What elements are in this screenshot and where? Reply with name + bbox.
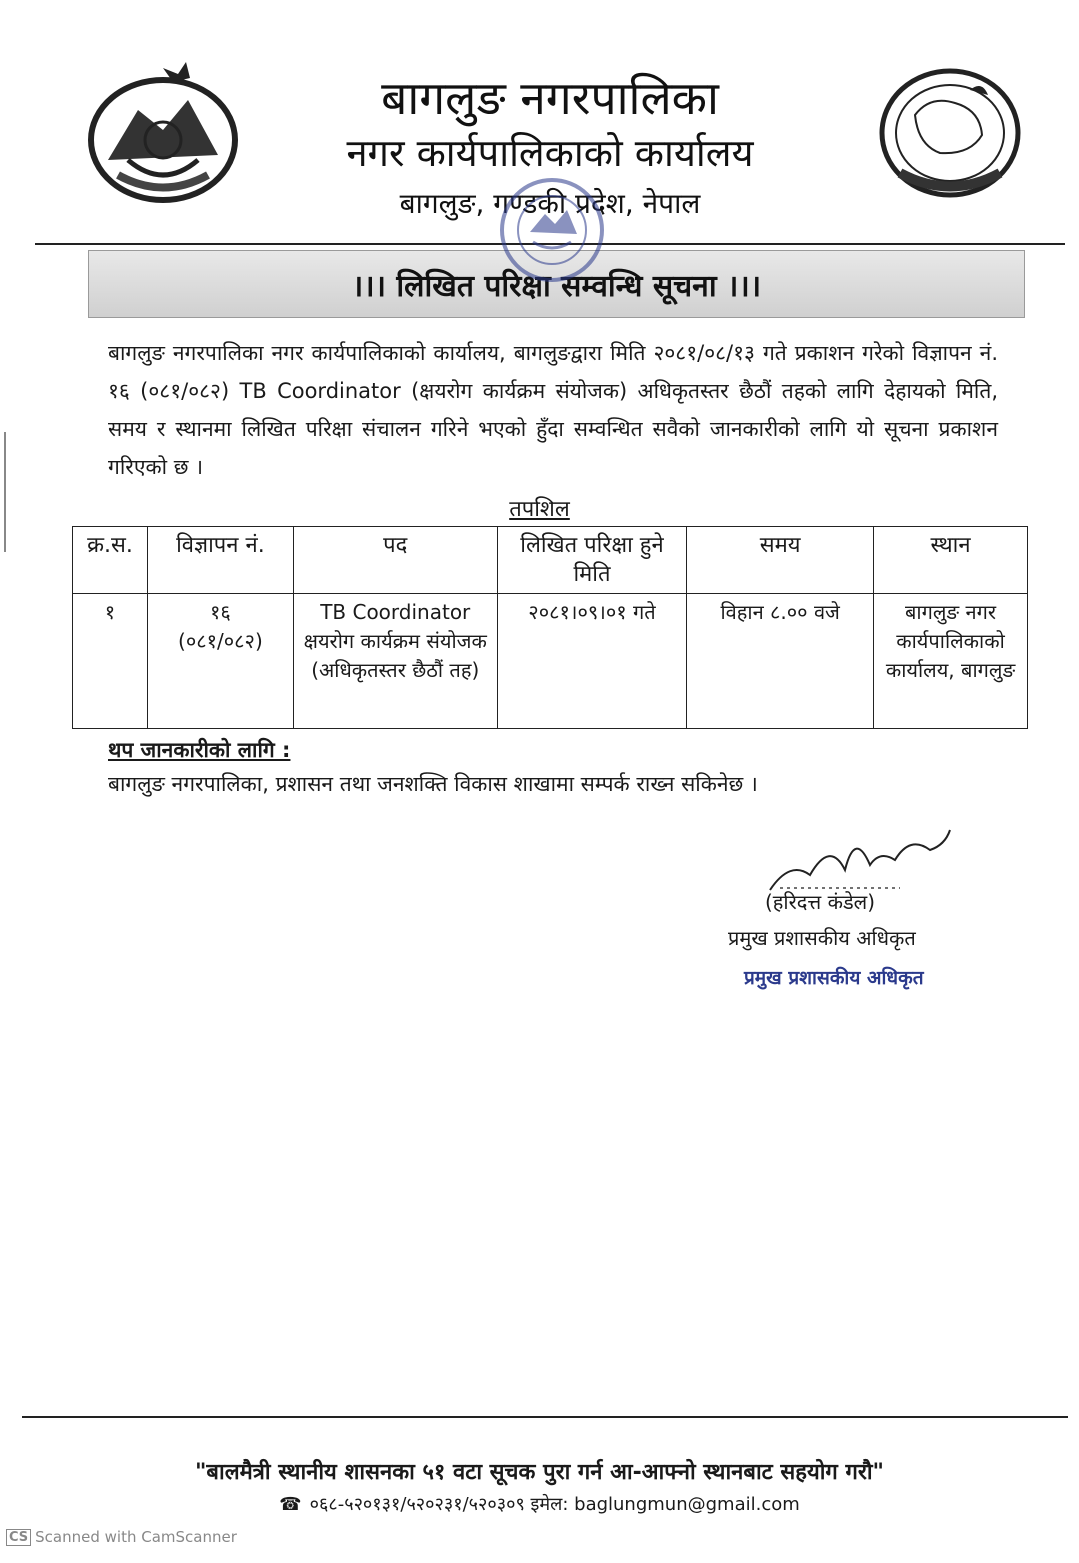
- cell-post: [293, 594, 497, 729]
- cell-ad-number: १६: [209, 600, 231, 624]
- cell-place: बागलुङ नगर कार्यपालिकाको कार्यालय, बागलुङ: [874, 594, 1028, 729]
- camscanner-badge: CS: [6, 1529, 31, 1546]
- exam-details-table: [72, 526, 1028, 729]
- office-title: नगर कार्यपालिकाको कार्यालय: [346, 131, 754, 175]
- scanner-watermark: [6, 1528, 237, 1546]
- signatory-title: प्रमुख प्रशासकीय अधिकृत: [728, 926, 916, 950]
- cell-ad-year: (०८१/०८२): [178, 629, 263, 653]
- cell-time: विहान ८.०० वजे: [687, 594, 874, 729]
- notice-title: ।।। लिखित परिक्षा सम्वन्धि सूचना ।।।: [351, 268, 762, 304]
- phone-icon: ☎: [279, 1494, 302, 1515]
- footer-contact: [0, 1492, 1079, 1516]
- more-info-text: बागलुङ नगरपालिका, प्रशासन तथा जनशक्ति विकास शाखामा सम्पर्क राख्न सकिनेछ ।: [108, 772, 758, 796]
- footer-slogan: "बालमैत्री स्थानीय शासनका ५१ वटा सूचक पुरा गर्न आ-आफ्नो स्थानबाट सहयोग गरौ": [194, 1460, 885, 1485]
- municipality-logo-icon: [870, 55, 1030, 205]
- scan-edge-mark: [4, 432, 6, 552]
- more-info-title: थप जानकारीको लागि :: [108, 738, 291, 762]
- col-header-place: स्थान: [874, 527, 1028, 594]
- col-header-time: समय: [687, 527, 874, 594]
- col-header-sn: क्र.स.: [73, 527, 148, 594]
- camscanner-text: Scanned with CamScanner: [35, 1528, 237, 1546]
- footer-contact-text: ०६८-५२०१३१/५२०२३१/५२०३०९ इमेल: baglungmun@gmail.com: [309, 1494, 800, 1515]
- cell-exam-date: २०८१।०९।०१ गते: [497, 594, 687, 729]
- notice-body: बागलुङ नगरपालिका नगर कार्यपालिकाको कार्यालय, बागलुङद्वारा मिति २०८१/०८/१३ गते प्रकाशन गरेको विज्ञापन नं. १६ (०८१/०८२) TB Coordinator (क्षयरोग कार्यक्रम संयोजक) अधिकृतस्तर छैठौं तहको लागि देहायको मिति, समय र स्थानमा लिखित परिक्षा संचालन गरिने भएको हुँदा सम्वन्धित सवैको जानकारीको लागि यो सूचना प्रकाशन गरिएको छ ।: [108, 341, 998, 479]
- cell-ad-no: [147, 594, 293, 729]
- col-header-post: पद: [293, 527, 497, 594]
- col-header-ad-no: विज्ञापन नं.: [147, 527, 293, 594]
- table-row: [73, 594, 1028, 729]
- cell-post-np: क्षयरोग कार्यक्रम संयोजक (अधिकृतस्तर छैठौं तह): [303, 629, 487, 682]
- office-stamp-icon: [495, 170, 610, 310]
- municipality-title: बागलुङ नगरपालिका: [381, 71, 719, 125]
- government-emblem-icon: [78, 60, 248, 210]
- cell-post-en: TB Coordinator: [320, 600, 471, 624]
- details-heading: तपशिल: [509, 497, 570, 522]
- table-header-row: [73, 527, 1028, 594]
- footer-divider: [22, 1416, 1068, 1418]
- cell-sn: १: [73, 594, 148, 729]
- col-header-exam-date: लिखित परिक्षा हुने मिति: [497, 527, 687, 594]
- signatory-name: (हरिदत्त कंडेल): [765, 890, 876, 914]
- signatory-stamp: प्रमुख प्रशासकीय अधिकृत: [744, 967, 924, 989]
- office-address: बागलुङ, गण्डकी प्रदेश, नेपाल: [399, 187, 701, 220]
